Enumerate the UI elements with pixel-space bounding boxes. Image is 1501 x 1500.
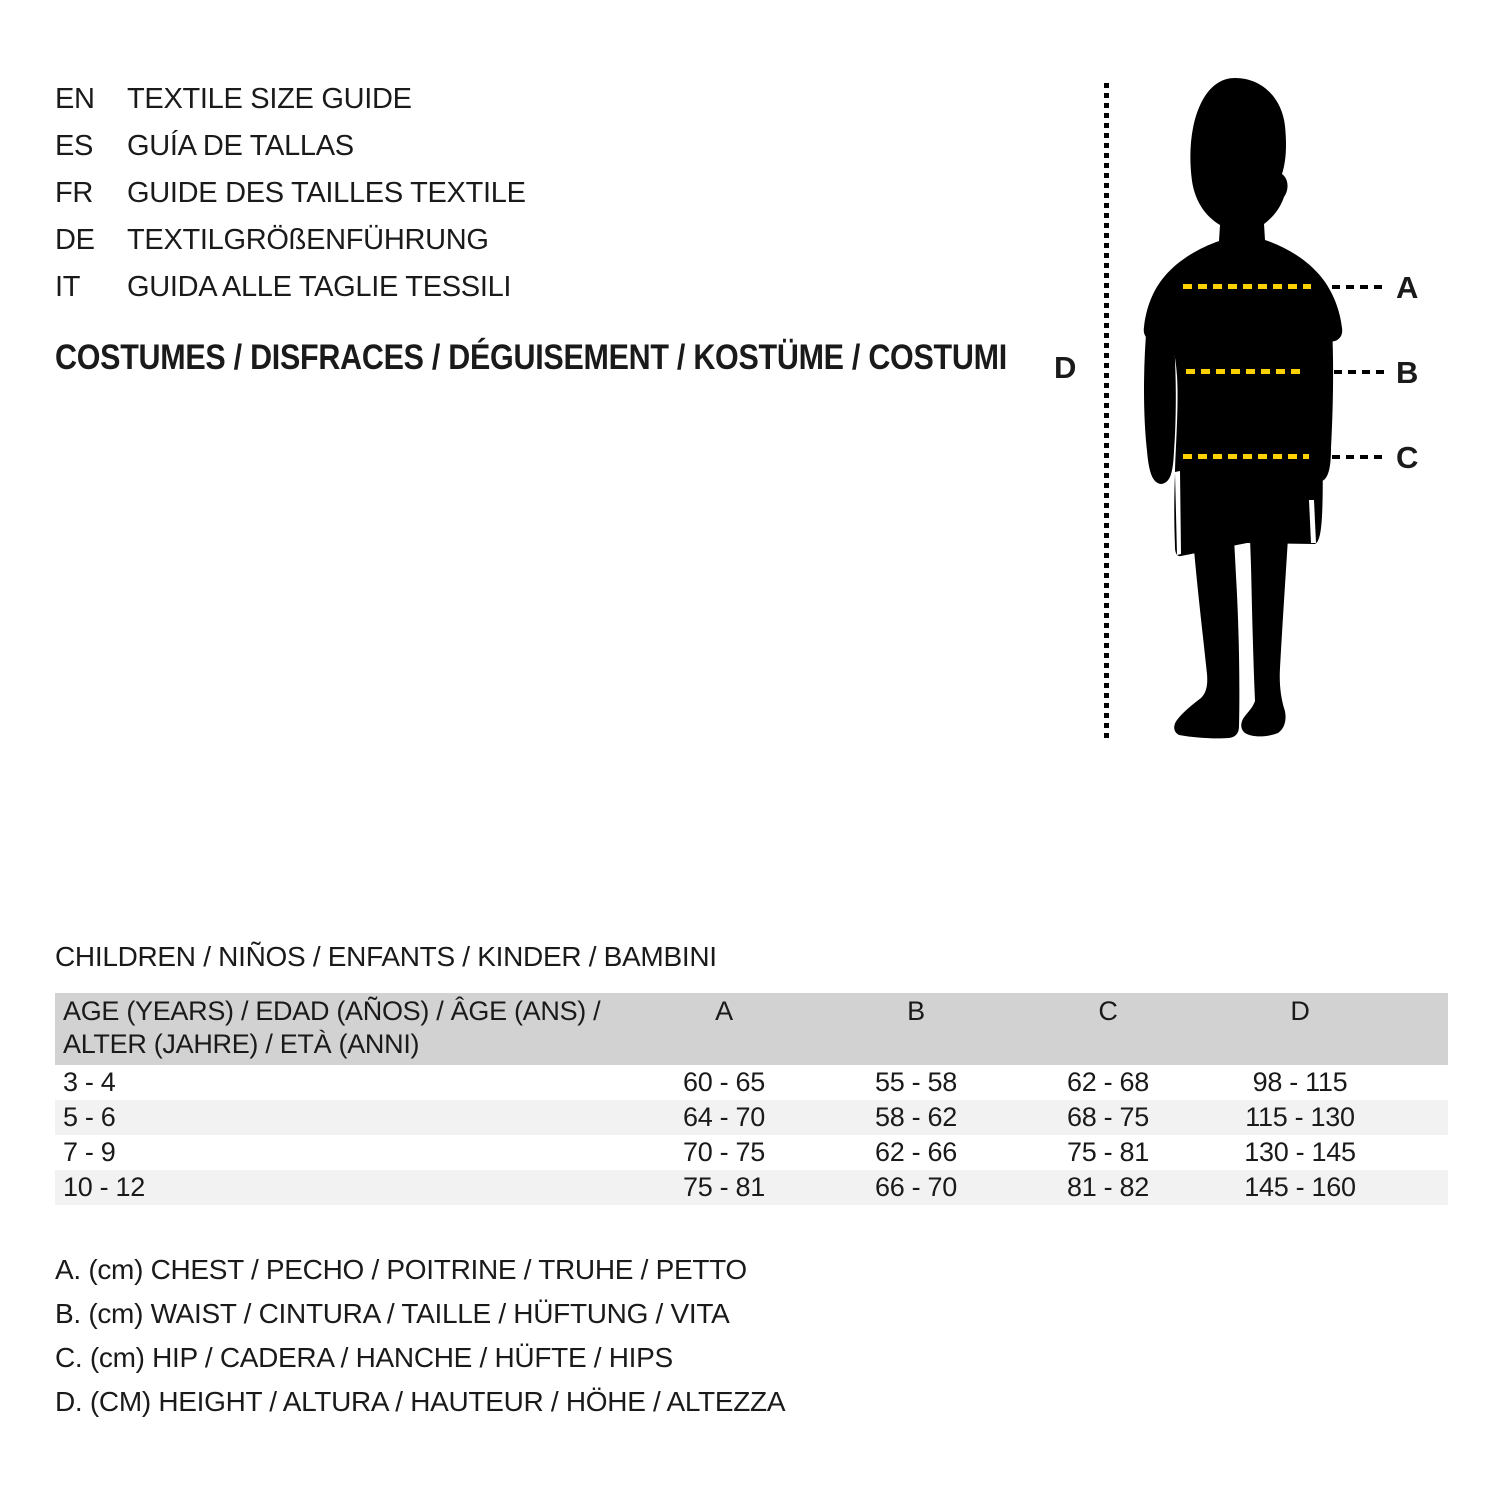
- language-code: EN: [55, 83, 95, 115]
- size-table-header: [55, 993, 1448, 1065]
- language-row-it: [55, 264, 526, 311]
- hip-cell: 75 - 81: [1067, 1137, 1149, 1167]
- header-spacer: [1396, 993, 1448, 1065]
- chest-label: A: [1396, 270, 1419, 305]
- waist-cell: 62 - 66: [875, 1137, 957, 1167]
- age-cell: 7 - 9: [63, 1137, 116, 1167]
- size-table: [55, 993, 1448, 1205]
- hip-line-yellow: [1183, 454, 1309, 459]
- chest-cell: 64 - 70: [683, 1102, 765, 1132]
- language-list: [55, 76, 526, 311]
- chest-cell: 70 - 75: [683, 1137, 765, 1167]
- language-title: GUIDA ALLE TAGLIE TESSILI: [127, 271, 512, 303]
- age-column-header: [55, 993, 628, 1065]
- height-cell: 145 - 160: [1244, 1172, 1356, 1202]
- height-cell: 98 - 115: [1252, 1067, 1348, 1097]
- legend-waist: B. (cm) WAIST / CINTURA / TAILLE / HÜFTUNG / VITA: [55, 1298, 730, 1329]
- hip-cell: 62 - 68: [1067, 1067, 1149, 1097]
- waist-line-yellow: [1186, 369, 1300, 374]
- language-title: GUIDE DES TAILLES TEXTILE: [127, 177, 526, 209]
- height-measure-line: [1104, 83, 1109, 740]
- child-silhouette-icon: [1135, 76, 1350, 751]
- legend-chest: A. (cm) CHEST / PECHO / POITRINE / TRUHE / PETTO: [55, 1254, 747, 1285]
- language-code: IT: [55, 271, 81, 303]
- waist-cell: 66 - 70: [875, 1172, 957, 1202]
- height-cell: 115 - 130: [1245, 1102, 1355, 1132]
- language-code: ES: [55, 130, 94, 162]
- height-cell: 130 - 145: [1244, 1137, 1356, 1167]
- chest-line-yellow: [1183, 284, 1311, 289]
- table-row: [55, 1170, 1448, 1205]
- language-code: FR: [55, 177, 94, 209]
- language-title: TEXTILE SIZE GUIDE: [127, 83, 412, 115]
- age-cell: 10 - 12: [63, 1172, 145, 1202]
- chest-cell: 60 - 65: [683, 1067, 765, 1097]
- category-title: COSTUMES / DISFRACES / DÉGUISEMENT / KOSTÜME / COSTUMI: [55, 338, 1007, 377]
- language-row-de: [55, 217, 526, 264]
- measurement-legend: [55, 1248, 785, 1424]
- language-code: DE: [55, 224, 95, 256]
- language-row-es: [55, 123, 526, 170]
- waist-cell: 55 - 58: [875, 1067, 957, 1097]
- table-row: [55, 1065, 1448, 1100]
- chest-cell: 75 - 81: [683, 1172, 765, 1202]
- age-header-line1: AGE (YEARS) / EDAD (AÑOS) / ÂGE (ANS) /: [63, 996, 601, 1026]
- language-title: TEXTILGRÖßENFÜHRUNG: [127, 224, 489, 256]
- table-row: [55, 1135, 1448, 1170]
- legend-height: D. (CM) HEIGHT / ALTURA / HAUTEUR / HÖHE / ALTEZZA: [55, 1386, 786, 1417]
- hip-cell: 68 - 75: [1067, 1102, 1149, 1132]
- table-row: [55, 1100, 1448, 1135]
- waist-label: B: [1396, 355, 1419, 390]
- age-header-line2: ALTER (JAHRE) / ETÀ (ANNI): [63, 1029, 420, 1059]
- section-title-children: CHILDREN / NIÑOS / ENFANTS / KINDER / BAMBINI: [55, 941, 717, 972]
- age-cell: 3 - 4: [63, 1067, 116, 1097]
- hip-label: C: [1396, 440, 1419, 475]
- age-cell: 5 - 6: [63, 1102, 116, 1132]
- language-title: GUÍA DE TALLAS: [127, 130, 354, 162]
- waist-cell: 58 - 62: [875, 1102, 957, 1132]
- column-header-c: C: [1012, 993, 1204, 1065]
- column-header-d: D: [1204, 993, 1396, 1065]
- hip-cell: 81 - 82: [1067, 1172, 1149, 1202]
- column-header-b: B: [820, 993, 1012, 1065]
- column-header-a: A: [628, 993, 820, 1065]
- legend-hip: C. (cm) HIP / CADERA / HANCHE / HÜFTE / HIPS: [55, 1342, 673, 1373]
- language-row-en: [55, 76, 526, 123]
- height-label: D: [1054, 350, 1077, 385]
- language-row-fr: [55, 170, 526, 217]
